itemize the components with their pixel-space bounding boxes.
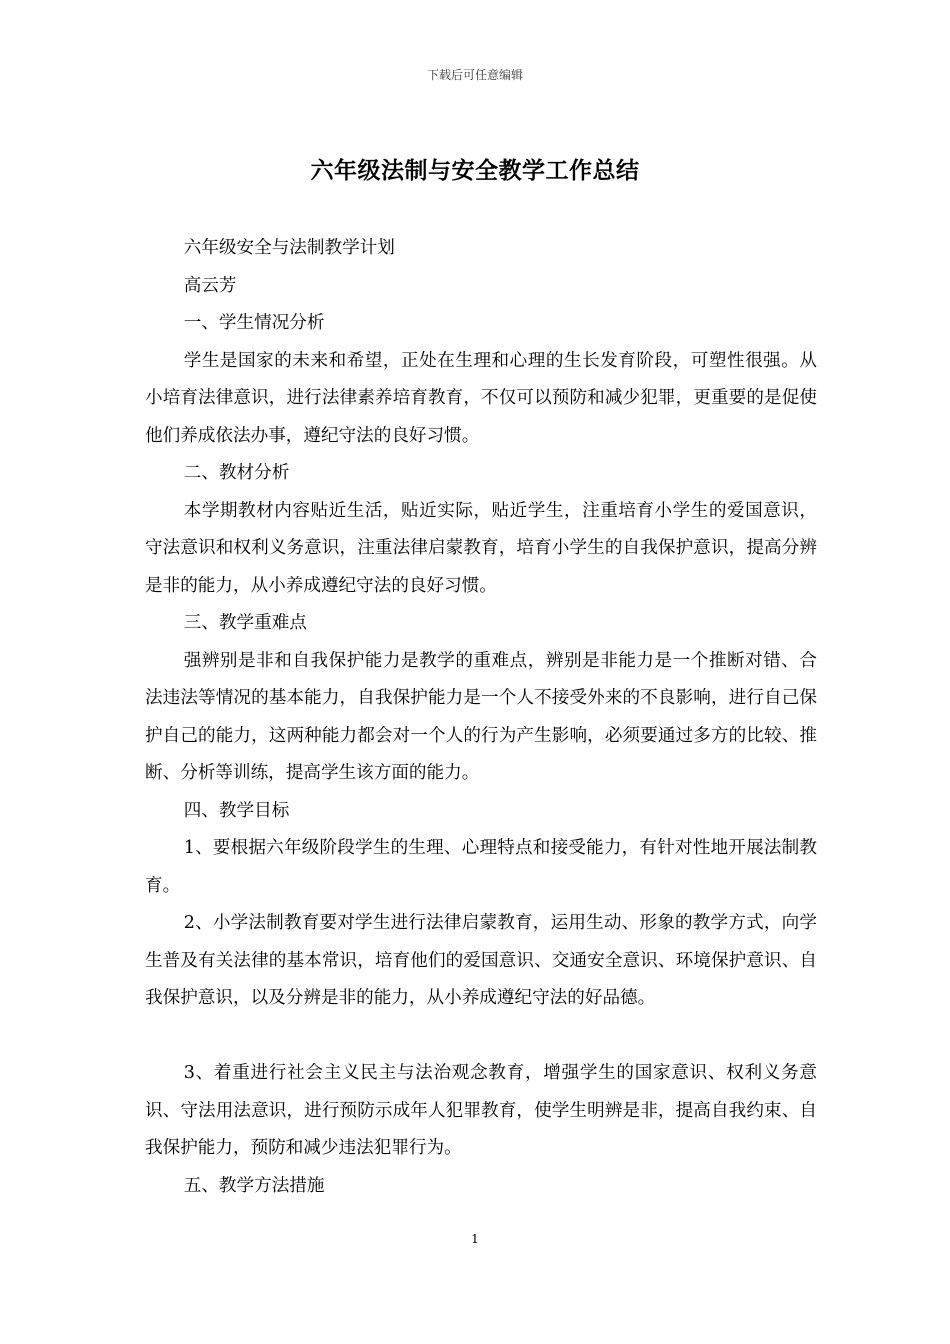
section-heading-5: 五、教学方法措施 — [183, 1175, 325, 1196]
document-title: 六年级法制与安全教学工作总结 — [310, 157, 640, 184]
paragraph-author: 高云芳 — [183, 275, 237, 296]
paragraph-plan-title: 六年级安全与法制教学计划 — [183, 238, 395, 258]
document-body — [145, 230, 817, 1205]
section-heading-4: 四、教学目标 — [183, 800, 290, 821]
section-heading-3: 三、教学重难点 — [183, 613, 307, 633]
page-header: 下载后可任意编辑 — [426, 68, 523, 82]
paragraph-material-analysis: 本学期教材内容贴近生活，贴近实际，贴近学生，注重培育小学生的爱国意识，守法意识和权利义务意识，注重法律启蒙教育，培育小学生的自我保护意识，提高分辨是非的能力，从小养成遵纪守法的良好习惯。 — [145, 500, 817, 596]
paragraph-goal-1: 1、要根据六年级阶段学生的生理、心理特点和接受能力，有针对性地开展法制教育。 — [145, 838, 817, 896]
paragraph-key-difficulties: 强辨别是非和自我保护能力是教学的重难点，辨别是非能力是一个推断对错、合法违法等情况的基本能力，自我保护能力是一个人不接受外来的不良影响，进行自己保护自己的能力，这两种能力都会对一个人的行为产生影响，必须要通过多方的比较、推断、分析等训练，提高学生该方面的能力。 — [145, 650, 817, 783]
section-heading-2: 二、教材分析 — [183, 463, 290, 483]
section-heading-1: 一、学生情况分析 — [183, 313, 325, 333]
page-number: 1 — [471, 1232, 479, 1246]
paragraph-goal-2: 2、小学法制教育要对学生进行法律启蒙教育，运用生动、形象的教学方式，向学生普及有关法律的基本常识，培育他们的爱国意识、交通安全意识、环境保护意识、自我保护意识，以及分辨是非的能力，从小养成遵纪守法的好品德。 — [145, 913, 817, 1008]
paragraph-goal-3: 3、着重进行社会主义民主与法治观念教育，增强学生的国家意识、权利义务意识、守法用法意识，进行预防示成年人犯罪教育，使学生明辨是非，提高自我约束、自我保护能力，预防和减少违法犯罪行为。 — [145, 1063, 817, 1158]
paragraph-student-analysis: 学生是国家的未来和希望，正处在生理和心理的生长发育阶段，可塑性很强。从小培育法律意识，进行法律素养培育教育，不仅可以预防和减少犯罪，更重要的是促使他们养成依法办事，遵纪守法的良好习惯。 — [145, 350, 817, 446]
blank-line — [145, 1018, 817, 1056]
